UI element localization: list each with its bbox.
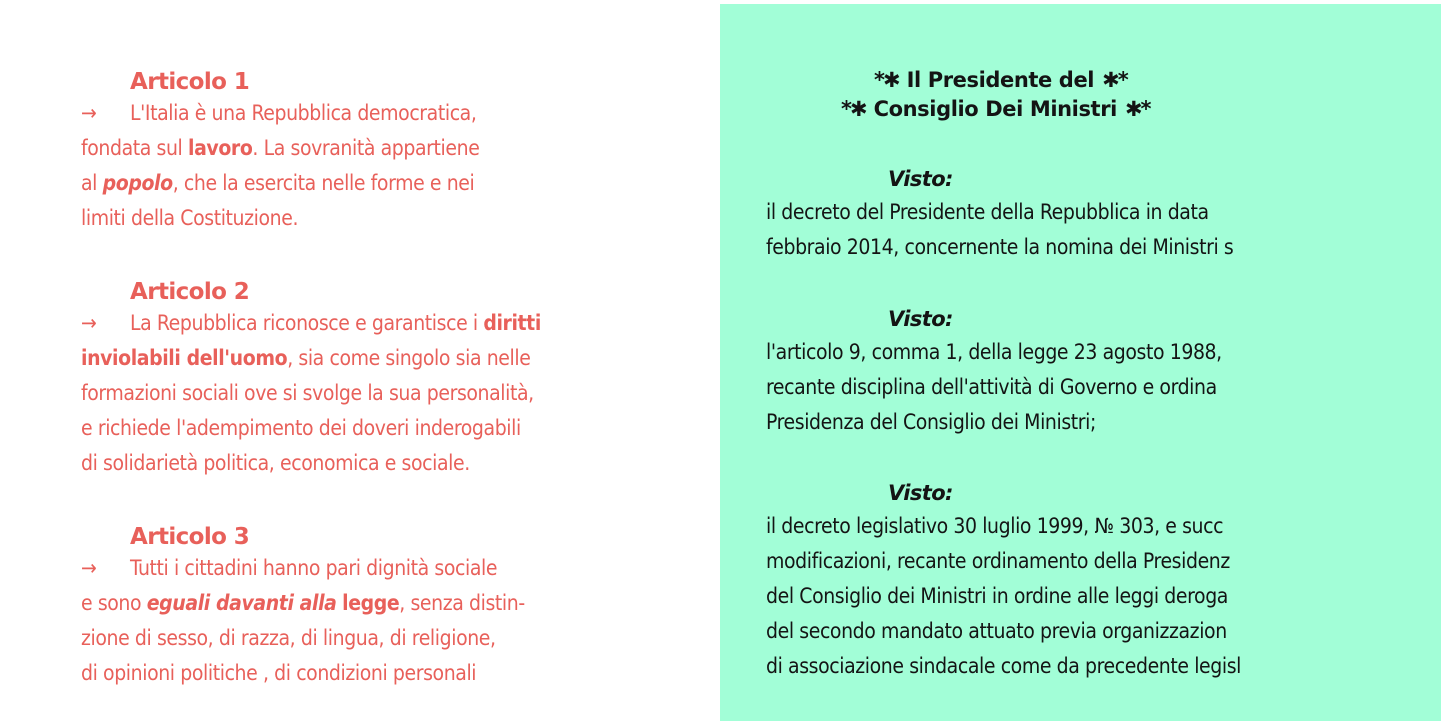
- emphasis-bold-italic: popolo: [102, 171, 173, 195]
- arrow-icon: →: [81, 101, 97, 125]
- line-text: limiti della Costituzione.: [81, 206, 299, 230]
- article-3: [81, 523, 681, 691]
- article-line: [81, 446, 681, 481]
- article-title: Articolo 1: [130, 69, 250, 95]
- clause-line: recante disciplina dell'attività di Governo e ordina: [766, 375, 1217, 399]
- article-line: [81, 341, 681, 376]
- emphasis-bold: inviolabili dell'uomo: [81, 346, 288, 370]
- line-text: , sia come singolo sia nelle: [287, 346, 531, 370]
- ornament-left-icon: *✱: [874, 68, 899, 92]
- line-text: di opinioni politiche , di condizioni personali: [81, 661, 477, 685]
- arrow-icon: →: [81, 556, 97, 580]
- clause-line: il decreto del Presidente della Repubblica in data: [766, 200, 1209, 224]
- heading-line-1: [720, 66, 1280, 95]
- clause-2: [766, 335, 1365, 440]
- decree-panel: [720, 4, 1441, 721]
- article-line: [81, 551, 681, 586]
- article-line: [81, 586, 681, 621]
- article-title: Articolo 2: [130, 279, 250, 305]
- clause-line: Presidenza del Consiglio dei Ministri;: [766, 410, 1096, 434]
- line-text: zione di sesso, di razza, di lingua, di religione,: [81, 626, 496, 650]
- article-line: [81, 166, 681, 201]
- constitution-column: [0, 0, 720, 721]
- line-text: La Repubblica riconosce e garantisce i: [130, 311, 484, 335]
- clause-3: [766, 509, 1365, 684]
- visto-label: Visto:: [888, 167, 953, 191]
- visto-label: Visto:: [888, 307, 953, 331]
- arrow-icon: →: [81, 311, 97, 335]
- clause-line: del Consiglio dei Ministri in ordine alle leggi deroga: [766, 584, 1228, 608]
- clause-line: modificazioni, recante ordinamento della Presidenz: [766, 549, 1230, 573]
- clause-line: l'articolo 9, comma 1, della legge 23 agosto 1988,: [766, 340, 1222, 364]
- line-text: Tutti i cittadini hanno pari dignità sociale: [130, 556, 498, 580]
- line-text: formazioni sociali ove si svolge la sua personalità,: [81, 381, 534, 405]
- decree-heading: [720, 66, 1280, 124]
- article-2: [81, 278, 681, 481]
- line-text: L'Italia è una Repubblica democratica,: [130, 101, 477, 125]
- emphasis-bold-italic: eguali davanti alla: [146, 591, 337, 615]
- line-text: e richiede l'adempimento dei doveri inderogabili: [81, 416, 521, 440]
- article-line: [81, 656, 681, 691]
- clause-1: [766, 195, 1365, 265]
- article-line: [81, 376, 681, 411]
- article-line: [81, 96, 681, 131]
- line-text: , che la esercita nelle forme e nei: [172, 171, 475, 195]
- ornament-right-icon: ✱*: [1102, 68, 1127, 92]
- article-line: [81, 131, 681, 166]
- heading-text-2: Consiglio Dei Ministri: [873, 97, 1117, 121]
- article-body: [81, 96, 681, 236]
- article-title: Articolo 3: [130, 524, 250, 550]
- clause-line: febbraio 2014, concernente la nomina dei Ministri s: [766, 235, 1234, 259]
- line-text: di solidarietà politica, economica e sociale.: [81, 451, 470, 475]
- clause-line: del secondo mandato attuato previa organizzazion: [766, 619, 1227, 643]
- line-text: fondata sul: [81, 136, 188, 160]
- article-line: [81, 201, 681, 236]
- heading-text-1: Il Presidente del: [906, 68, 1095, 92]
- visto-label: Visto:: [888, 481, 953, 505]
- line-text: . La sovranità appartiene: [252, 136, 480, 160]
- clause-line: di associazione sindacale come da precedente legisl: [766, 654, 1242, 678]
- line-text: al: [81, 171, 103, 195]
- article-line: [81, 411, 681, 446]
- ornament-left-icon: *✱: [841, 97, 866, 121]
- article-1: [81, 68, 681, 236]
- heading-line-2: [720, 95, 1280, 124]
- article-line: [81, 306, 681, 341]
- ornament-right-icon: ✱*: [1124, 97, 1150, 121]
- emphasis-bold: diritti: [483, 311, 541, 335]
- emphasis-bold: lavoro: [188, 136, 253, 160]
- line-text: , senza distin-: [399, 591, 525, 615]
- line-text: e sono: [81, 591, 147, 615]
- article-body: [81, 306, 681, 481]
- emphasis-bold: legge: [342, 591, 400, 615]
- clause-line: il decreto legislativo 30 luglio 1999, № 303, e succ: [766, 514, 1224, 538]
- article-body: [81, 551, 681, 691]
- article-line: [81, 621, 681, 656]
